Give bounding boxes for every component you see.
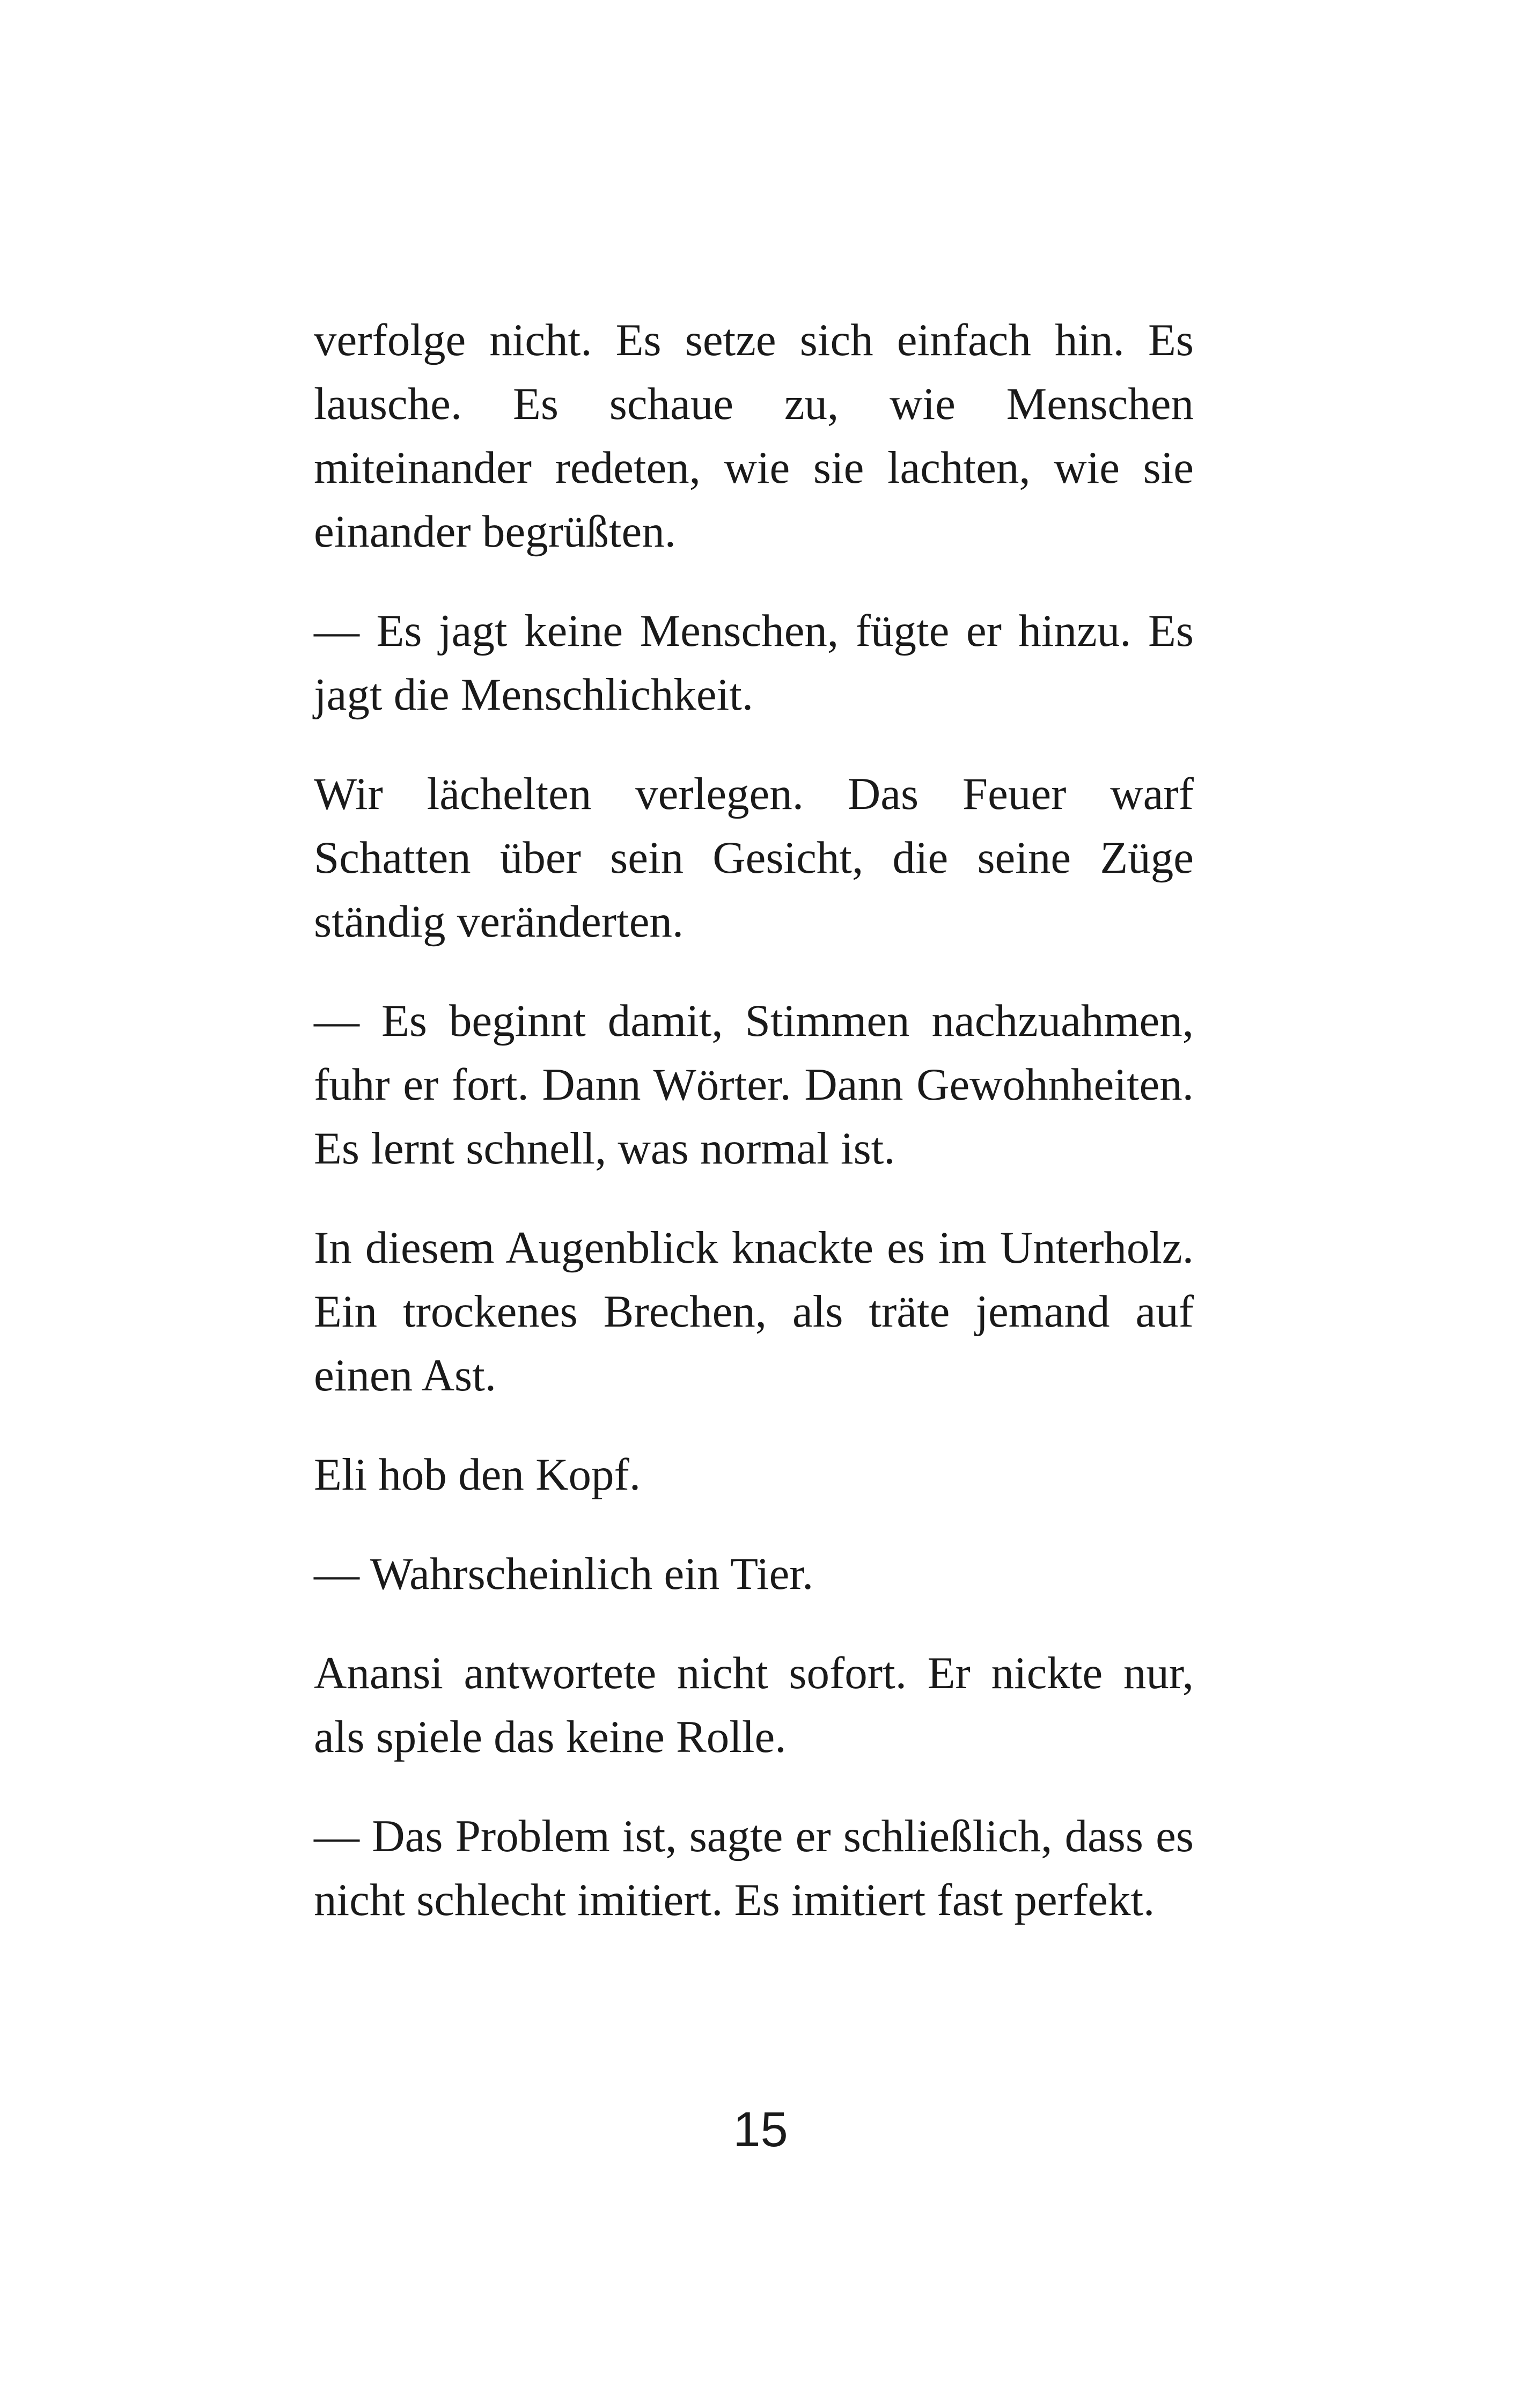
paragraph: Wir lächelten verlegen. Das Feuer warf Schatten über sein Gesicht, die seine Züge ständig veränderten. [314, 769, 1194, 947]
paragraph: verfolge nicht. Es setze sich einfach hin. Es lausche. Es schaue zu, wie Menschen miteinander redeten, wie sie lachten, wie sie einander begrüßten. [314, 315, 1194, 557]
paragraph: Anansi antwortete nicht sofort. Er nickte nur, als spiele das keine Rolle. [314, 1648, 1194, 1762]
page-number: 15 [733, 2102, 788, 2157]
paragraph: Eli hob den Kopf. [314, 1449, 641, 1500]
paragraph: — Das Problem ist, sagte er schließlich, dass es nicht schlecht imitiert. Es imitiert fast perfekt. [314, 1811, 1194, 1925]
paragraph: — Es beginnt damit, Stimmen nachzuahmen, fuhr er fort. Dann Wörter. Dann Gewohnheiten. Es lernt schnell, was normal ist. [314, 996, 1194, 1174]
paragraph: — Wahrscheinlich ein Tier. [314, 1549, 814, 1599]
paragraph: In diesem Augenblick knackte es im Unterholz. Ein trockenes Brechen, als träte jemand auf einen Ast. [314, 1223, 1194, 1401]
paragraph: — Es jagt keine Menschen, fügte er hinzu. Es jagt die Menschlichkeit. [314, 606, 1194, 720]
page-body-text [314, 308, 1194, 1968]
